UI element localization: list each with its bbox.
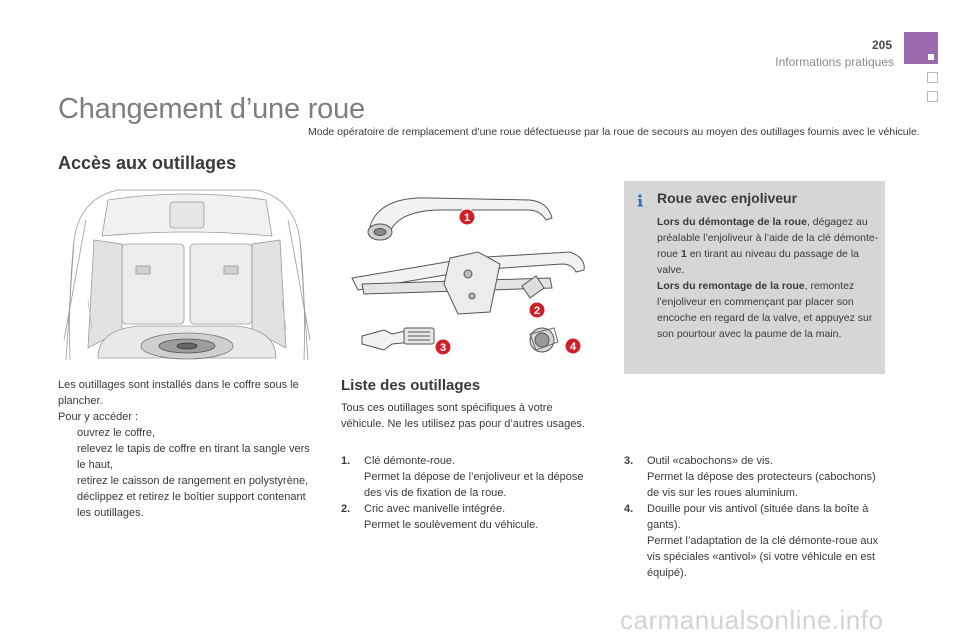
item-description: Permet l’adaptation de la clé démonte-roue aux vis spéciales «antivol» (si votre véhicule en est équipé). — [647, 535, 879, 579]
section-tab-active[interactable] — [904, 32, 938, 64]
list-item — [341, 453, 601, 501]
svg-text:1: 1 — [463, 212, 471, 224]
tools-heading: Liste des outillages — [341, 377, 481, 394]
access-heading: Accès aux outillages — [58, 153, 237, 173]
callout-4 — [565, 338, 581, 354]
section-tab-box[interactable] — [927, 72, 938, 83]
list-item — [624, 501, 889, 581]
tools-list-right — [624, 453, 889, 581]
callout-3 — [435, 339, 451, 355]
list-item: relevez le tapis de coffre en tirant la sangle vers le haut, — [77, 443, 310, 471]
item-title: Douille pour vis antivol (située dans la boîte à gants). — [647, 503, 869, 531]
page-number: 205 — [871, 38, 892, 52]
info-icon — [633, 193, 647, 207]
tools-illustration — [340, 188, 610, 368]
access-paragraph: Les outillages sont installés dans le coffre sous le plancher. — [58, 379, 299, 407]
list-item: déclippez et retirez le boîtier support contenant les outillages. — [77, 491, 306, 519]
svg-text:4: 4 — [569, 341, 577, 353]
info-box-body: Lors du démontage de la roue, dégagez au préalable l’enjoliveur à l’aide de la clé démonte-roue 1 en tirant au niveau du passage de la valve. Lors du remontage de la roue, remontez l’enjoliveur en commençant par placer son encoche en regard de la valve, et appuyez sur son pourtour avec la paume de la main. — [657, 216, 879, 340]
tools-intro: Tous ces outillages sont spécifiques à votre véhicule. Ne les utilisez pas pour d’autres usages. — [341, 402, 585, 430]
key-reference: 1 — [680, 248, 687, 260]
item-description: Permet la dépose des protecteurs (cabochons) de vis sur les roues aluminium. — [647, 471, 876, 499]
section-label: Informations pratiques — [775, 55, 894, 69]
page-title: Changement d’une roue — [58, 93, 365, 125]
access-steps — [58, 425, 320, 521]
car-boot-illustration — [58, 180, 316, 366]
list-item: ouvrez le coffre, — [77, 427, 156, 439]
item-title: Cric avec manivelle intégrée. — [364, 503, 506, 515]
removal-label: Lors du démontage de la roue — [657, 216, 807, 228]
item-number: 4. — [624, 503, 634, 515]
item-number: 1. — [341, 455, 351, 467]
item-description: Permet la dépose de l’enjoliveur et la dépose des vis de fixation de la roue. — [364, 471, 584, 499]
tools-list-left — [341, 453, 601, 533]
callout-2 — [529, 302, 545, 318]
item-number: 2. — [341, 503, 351, 515]
intro-text: Mode opératoire de remplacement d’une roue défectueuse par la roue de secours au moyen des outillages fournis avec le véhicule. — [308, 126, 920, 138]
refit-label: Lors du remontage de la roue — [657, 280, 805, 292]
info-box-heading: Roue avec enjoliveur — [657, 190, 798, 206]
section-tab-box[interactable] — [927, 91, 938, 102]
info-box — [624, 181, 885, 374]
svg-text:3: 3 — [439, 342, 447, 354]
item-description: Permet le soulèvement du véhicule. — [364, 519, 539, 531]
list-item — [341, 501, 601, 533]
item-title: Outil «cabochons» de vis. — [647, 455, 773, 467]
item-number: 3. — [624, 455, 634, 467]
list-item: retirez le caisson de rangement en polystyrène, — [77, 475, 309, 487]
list-item — [624, 453, 889, 501]
watermark: carmanualsonline.info — [620, 605, 884, 635]
callout-1 — [459, 209, 475, 225]
access-instructions — [58, 377, 320, 521]
tab-marker — [928, 54, 934, 60]
access-paragraph: Pour y accéder : — [58, 411, 139, 423]
svg-text:2: 2 — [533, 305, 541, 317]
item-title: Clé démonte-roue. — [364, 455, 456, 467]
